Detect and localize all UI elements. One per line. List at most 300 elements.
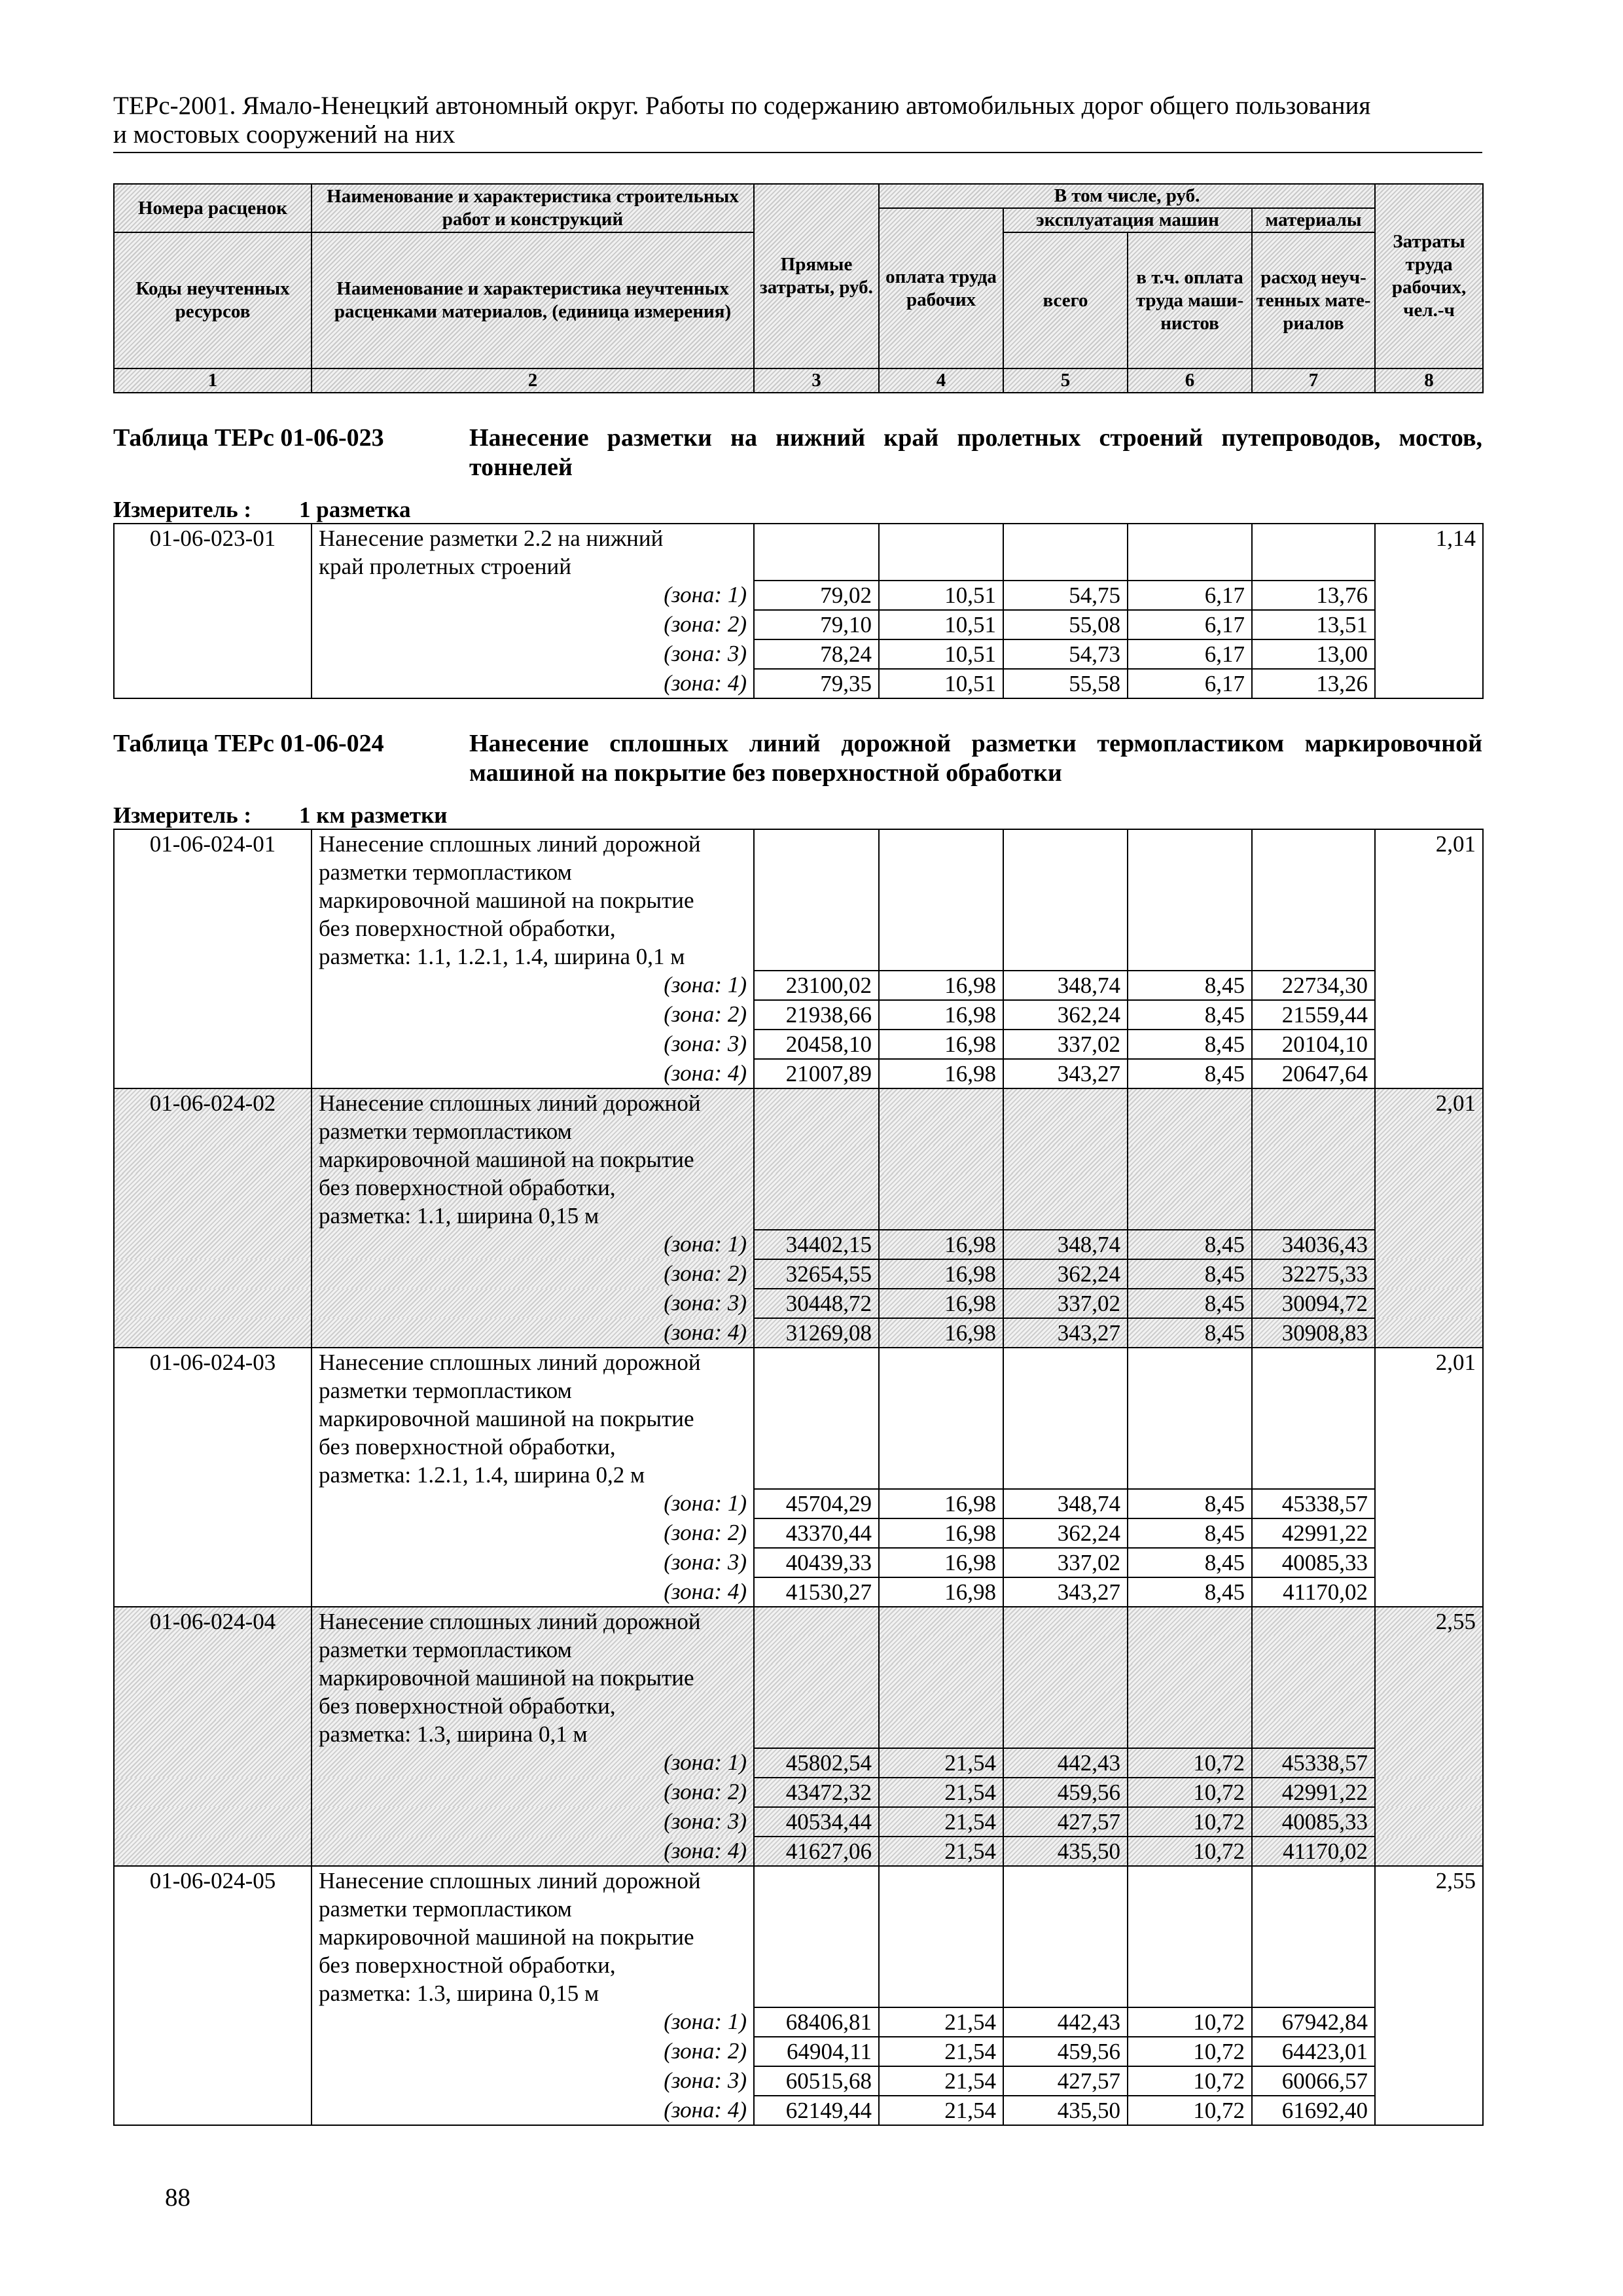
rate-code xyxy=(114,2037,312,2066)
machinist-pay: 8,45 xyxy=(1128,971,1252,1000)
value-cell xyxy=(879,1664,1003,1692)
direct-cost: 41530,27 xyxy=(754,1577,879,1607)
value-cell xyxy=(879,1117,1003,1145)
value-cell xyxy=(879,914,1003,942)
value-cell xyxy=(1003,1461,1128,1489)
value-cell xyxy=(1252,1895,1375,1923)
direct-cost: 43370,44 xyxy=(754,1518,879,1548)
value-cell xyxy=(879,942,1003,971)
table-row xyxy=(114,942,1483,971)
value-cell xyxy=(754,524,879,552)
materials-cost: 60066,57 xyxy=(1252,2066,1375,2096)
col-number: 8 xyxy=(1375,368,1483,393)
value-cell xyxy=(879,1174,1003,1202)
table-row xyxy=(114,1405,1483,1433)
value-cell xyxy=(1128,914,1252,942)
rate-description: разметка: 1.1, 1.2.1, 1.4, ширина 0,1 м xyxy=(312,942,754,971)
table-row xyxy=(114,1259,1483,1289)
table-row xyxy=(114,1059,1483,1088)
zone-label: (зона: 4) xyxy=(312,2096,754,2125)
value-cell xyxy=(754,1117,879,1145)
rate-code: 01-06-024-01 xyxy=(114,829,312,858)
value-cell xyxy=(1003,829,1128,858)
col-number: 2 xyxy=(312,368,754,393)
value-cell xyxy=(879,1979,1003,2007)
materials-cost: 64423,01 xyxy=(1252,2037,1375,2066)
value-cell xyxy=(879,1895,1003,1923)
value-cell xyxy=(754,1376,879,1405)
unit-value: 1 км разметки xyxy=(299,802,448,828)
zone-label: (зона: 4) xyxy=(312,669,754,698)
value-cell xyxy=(1128,858,1252,886)
table-row xyxy=(114,914,1483,942)
value-cell xyxy=(1128,1951,1252,1979)
labor-cost xyxy=(1375,1748,1483,1778)
rate-description: маркировочной машиной на покрытие xyxy=(312,1145,754,1174)
labor-cost xyxy=(1375,1433,1483,1461)
zone-label: (зона: 3) xyxy=(312,2066,754,2096)
rate-code xyxy=(114,1720,312,1748)
value-cell xyxy=(879,1376,1003,1405)
page-number: 88 xyxy=(165,2183,190,2212)
machinist-pay: 10,72 xyxy=(1128,1807,1252,1837)
rate-description: без поверхностной обработки, xyxy=(312,1951,754,1979)
labor-pay: 21,54 xyxy=(879,2066,1003,2096)
value-cell xyxy=(1003,1636,1128,1664)
labor-cost xyxy=(1375,942,1483,971)
zone-label: (зона: 4) xyxy=(312,1059,754,1088)
zone-label: (зона: 1) xyxy=(312,1489,754,1518)
value-cell xyxy=(1003,1895,1128,1923)
materials-cost: 40085,33 xyxy=(1252,1548,1375,1577)
direct-cost: 20458,10 xyxy=(754,1030,879,1059)
table-row xyxy=(114,1489,1483,1518)
labor-pay: 16,98 xyxy=(879,1259,1003,1289)
header-machinist-pay: в т.ч. оплата труда маши-нистов xyxy=(1128,232,1252,368)
materials-cost: 22734,30 xyxy=(1252,971,1375,1000)
header-labor-pay: оплата труда рабочих xyxy=(879,208,1003,368)
labor-cost xyxy=(1375,1518,1483,1548)
value-cell xyxy=(1128,1405,1252,1433)
labor-cost xyxy=(1375,1548,1483,1577)
labor-cost xyxy=(1375,1720,1483,1748)
value-cell xyxy=(1003,1664,1128,1692)
value-cell xyxy=(1252,1117,1375,1145)
labor-cost xyxy=(1375,552,1483,581)
labor-pay: 21,54 xyxy=(879,2037,1003,2066)
machine-total: 362,24 xyxy=(1003,1000,1128,1030)
table-row xyxy=(114,1088,1483,1117)
value-cell xyxy=(754,1866,879,1895)
machine-total: 337,02 xyxy=(1003,1030,1128,1059)
rate-description: разметка: 1.1, ширина 0,15 м xyxy=(312,1202,754,1230)
page xyxy=(113,92,1482,2126)
labor-cost xyxy=(1375,1979,1483,2007)
value-cell xyxy=(1128,1174,1252,1202)
table-row xyxy=(114,1720,1483,1748)
table-row xyxy=(114,829,1483,858)
machine-total: 362,24 xyxy=(1003,1259,1128,1289)
materials-cost: 13,00 xyxy=(1252,639,1375,669)
rates-table xyxy=(113,523,1484,699)
labor-cost xyxy=(1375,886,1483,914)
machinist-pay: 8,45 xyxy=(1128,1318,1252,1348)
materials-cost: 30908,83 xyxy=(1252,1318,1375,1348)
table-row xyxy=(114,1748,1483,1778)
direct-cost: 40534,44 xyxy=(754,1807,879,1837)
rate-code xyxy=(114,1117,312,1145)
running-title xyxy=(113,92,1482,149)
rate-code xyxy=(114,1405,312,1433)
value-cell xyxy=(879,1923,1003,1951)
value-cell xyxy=(879,1720,1003,1748)
table-row xyxy=(114,1376,1483,1405)
zone-label: (зона: 4) xyxy=(312,1837,754,1866)
labor-pay: 16,98 xyxy=(879,1000,1003,1030)
col-number: 7 xyxy=(1252,368,1375,393)
value-cell xyxy=(1003,524,1128,552)
value-cell xyxy=(1252,1088,1375,1117)
value-cell xyxy=(1128,1866,1252,1895)
rate-code xyxy=(114,886,312,914)
machinist-pay: 6,17 xyxy=(1128,581,1252,610)
table-row xyxy=(114,971,1483,1000)
value-cell xyxy=(754,1664,879,1692)
rate-code xyxy=(114,942,312,971)
value-cell xyxy=(754,1720,879,1748)
value-cell xyxy=(1252,552,1375,581)
value-cell xyxy=(1003,1692,1128,1720)
zone-label: (зона: 4) xyxy=(312,1577,754,1607)
labor-cost: 2,55 xyxy=(1375,1866,1483,1895)
materials-cost: 20104,10 xyxy=(1252,1030,1375,1059)
table-row xyxy=(114,2096,1483,2125)
machine-total: 348,74 xyxy=(1003,971,1128,1000)
rate-code xyxy=(114,1202,312,1230)
table-row xyxy=(114,1230,1483,1259)
labor-pay: 21,54 xyxy=(879,1748,1003,1778)
rate-code xyxy=(114,1230,312,1259)
machinist-pay: 8,45 xyxy=(1128,1000,1252,1030)
rate-description: без поверхностной обработки, xyxy=(312,1174,754,1202)
machine-total: 427,57 xyxy=(1003,2066,1128,2096)
rate-code xyxy=(114,1979,312,2007)
direct-cost: 60515,68 xyxy=(754,2066,879,2096)
table-row xyxy=(114,552,1483,581)
direct-cost: 79,10 xyxy=(754,610,879,639)
machinist-pay: 8,45 xyxy=(1128,1030,1252,1059)
labor-pay: 16,98 xyxy=(879,1289,1003,1318)
labor-cost xyxy=(1375,971,1483,1000)
column-header-table xyxy=(113,183,1484,393)
value-cell xyxy=(1252,914,1375,942)
machinist-pay: 10,72 xyxy=(1128,1837,1252,1866)
value-cell xyxy=(879,1692,1003,1720)
rate-code xyxy=(114,1951,312,1979)
machine-total: 337,02 xyxy=(1003,1289,1128,1318)
value-cell xyxy=(879,858,1003,886)
value-cell xyxy=(1003,1174,1128,1202)
table-row xyxy=(114,1636,1483,1664)
labor-cost xyxy=(1375,1318,1483,1348)
header-rate-numbers: Номера расценок xyxy=(114,184,312,232)
direct-cost: 23100,02 xyxy=(754,971,879,1000)
value-cell xyxy=(754,1951,879,1979)
unit-of-measure xyxy=(113,497,1482,523)
value-cell xyxy=(754,1895,879,1923)
materials-cost: 41170,02 xyxy=(1252,1837,1375,1866)
table-code: Таблица ТЕРс 01-06-024 xyxy=(113,730,384,757)
machinist-pay: 8,45 xyxy=(1128,1259,1252,1289)
machinist-pay: 6,17 xyxy=(1128,610,1252,639)
value-cell xyxy=(1128,1433,1252,1461)
value-cell xyxy=(879,829,1003,858)
rate-description: разметки термопластиком xyxy=(312,1376,754,1405)
value-cell xyxy=(754,858,879,886)
table-row xyxy=(114,1607,1483,1636)
zone-label: (зона: 3) xyxy=(312,639,754,669)
labor-cost xyxy=(1375,914,1483,942)
machine-total: 348,74 xyxy=(1003,1489,1128,1518)
direct-cost: 45802,54 xyxy=(754,1748,879,1778)
rate-description: разметка: 1.3, ширина 0,15 м xyxy=(312,1979,754,2007)
labor-pay: 16,98 xyxy=(879,1548,1003,1577)
value-cell xyxy=(1252,1461,1375,1489)
labor-pay: 16,98 xyxy=(879,1489,1003,1518)
value-cell xyxy=(1252,942,1375,971)
labor-cost xyxy=(1375,1405,1483,1433)
labor-cost xyxy=(1375,858,1483,886)
header-machine-total: всего xyxy=(1003,232,1128,368)
value-cell xyxy=(1003,1145,1128,1174)
machine-total: 442,43 xyxy=(1003,2007,1128,2037)
table-row xyxy=(114,1000,1483,1030)
value-cell xyxy=(1128,1692,1252,1720)
table-row xyxy=(114,639,1483,669)
rate-code xyxy=(114,1376,312,1405)
labor-cost xyxy=(1375,1000,1483,1030)
col-number: 1 xyxy=(114,368,312,393)
value-cell xyxy=(1128,1636,1252,1664)
rate-code xyxy=(114,669,312,698)
value-cell xyxy=(1128,942,1252,971)
rate-description: разметки термопластиком xyxy=(312,1636,754,1664)
labor-cost xyxy=(1375,639,1483,669)
header-unaccounted-materials: расход неуч-тенных мате-риалов xyxy=(1252,232,1375,368)
col-number: 6 xyxy=(1128,368,1252,393)
labor-cost xyxy=(1375,610,1483,639)
rate-code xyxy=(114,1518,312,1548)
rate-description: Нанесение разметки 2.2 на нижний xyxy=(312,524,754,552)
materials-cost: 21559,44 xyxy=(1252,1000,1375,1030)
rate-code xyxy=(114,2007,312,2037)
value-cell xyxy=(1003,1607,1128,1636)
labor-pay: 16,98 xyxy=(879,1318,1003,1348)
machine-total: 435,50 xyxy=(1003,1837,1128,1866)
col-number: 3 xyxy=(754,368,879,393)
value-cell xyxy=(1252,1979,1375,2007)
value-cell xyxy=(1128,1348,1252,1376)
value-cell xyxy=(754,1923,879,1951)
direct-cost: 41627,06 xyxy=(754,1837,879,1866)
rate-code xyxy=(114,1895,312,1923)
value-cell xyxy=(1128,524,1252,552)
labor-cost xyxy=(1375,2066,1483,2096)
value-cell xyxy=(879,1461,1003,1489)
labor-cost: 2,01 xyxy=(1375,829,1483,858)
value-cell xyxy=(879,1433,1003,1461)
zone-label: (зона: 3) xyxy=(312,1289,754,1318)
labor-cost xyxy=(1375,2096,1483,2125)
value-cell xyxy=(1128,1923,1252,1951)
rate-code: 01-06-023-01 xyxy=(114,524,312,552)
machinist-pay: 10,72 xyxy=(1128,2037,1252,2066)
value-cell xyxy=(1252,1376,1375,1405)
rate-code xyxy=(114,1174,312,1202)
value-cell xyxy=(1252,1720,1375,1748)
table-row xyxy=(114,886,1483,914)
value-cell xyxy=(754,1405,879,1433)
rate-code xyxy=(114,639,312,669)
value-cell xyxy=(1128,829,1252,858)
labor-pay: 10,51 xyxy=(879,610,1003,639)
table-row xyxy=(114,1202,1483,1230)
value-cell xyxy=(1003,1405,1128,1433)
value-cell xyxy=(754,914,879,942)
machinist-pay: 8,45 xyxy=(1128,1059,1252,1088)
table-row xyxy=(114,1577,1483,1607)
value-cell xyxy=(1128,1720,1252,1748)
labor-cost xyxy=(1375,1289,1483,1318)
labor-cost xyxy=(1375,1664,1483,1692)
value-cell xyxy=(1128,1202,1252,1230)
table-row xyxy=(114,524,1483,552)
running-title-line1: ТЕРс-2001. Ямало-Ненецкий автономный округ. Работы по содержанию автомобильных дорог общего пользования xyxy=(113,92,1371,120)
rate-code xyxy=(114,1145,312,1174)
table-heading xyxy=(113,729,1482,788)
rate-code: 01-06-024-02 xyxy=(114,1088,312,1117)
value-cell xyxy=(1003,552,1128,581)
machine-total: 362,24 xyxy=(1003,1518,1128,1548)
materials-cost: 67942,84 xyxy=(1252,2007,1375,2037)
value-cell xyxy=(1003,1923,1128,1951)
unit-label: Измеритель : xyxy=(113,802,252,828)
machine-total: 54,75 xyxy=(1003,581,1128,610)
machine-total: 54,73 xyxy=(1003,639,1128,669)
value-cell xyxy=(879,1202,1003,1230)
value-cell xyxy=(1252,1607,1375,1636)
rate-code xyxy=(114,581,312,610)
value-cell xyxy=(879,1145,1003,1174)
sections xyxy=(113,423,1482,2126)
rates-table xyxy=(113,829,1484,2126)
rate-code: 01-06-024-05 xyxy=(114,1866,312,1895)
rate-description: разметка: 1.2.1, 1.4, ширина 0,2 м xyxy=(312,1461,754,1489)
zone-label: (зона: 1) xyxy=(312,1748,754,1778)
rate-description: маркировочной машиной на покрытие xyxy=(312,1923,754,1951)
value-cell xyxy=(754,1348,879,1376)
zone-label: (зона: 1) xyxy=(312,2007,754,2037)
value-cell xyxy=(1128,1145,1252,1174)
value-cell xyxy=(754,1174,879,1202)
table-row xyxy=(114,2066,1483,2096)
table-row xyxy=(114,1030,1483,1059)
value-cell xyxy=(1003,1117,1128,1145)
labor-cost xyxy=(1375,581,1483,610)
labor-cost xyxy=(1375,1636,1483,1664)
labor-pay: 21,54 xyxy=(879,1778,1003,1807)
machine-total: 343,27 xyxy=(1003,1059,1128,1088)
labor-pay: 16,98 xyxy=(879,1030,1003,1059)
materials-cost: 13,51 xyxy=(1252,610,1375,639)
value-cell xyxy=(754,1461,879,1489)
materials-cost: 34036,43 xyxy=(1252,1230,1375,1259)
table-row xyxy=(114,1979,1483,2007)
labor-pay: 10,51 xyxy=(879,639,1003,669)
machine-total: 337,02 xyxy=(1003,1548,1128,1577)
labor-cost: 2,55 xyxy=(1375,1607,1483,1636)
labor-cost xyxy=(1375,1951,1483,1979)
materials-cost: 61692,40 xyxy=(1252,2096,1375,2125)
labor-cost xyxy=(1375,1145,1483,1174)
labor-cost xyxy=(1375,1807,1483,1837)
labor-cost xyxy=(1375,1923,1483,1951)
rate-description: Нанесение сплошных линий дорожной xyxy=(312,1348,754,1376)
value-cell xyxy=(1252,1145,1375,1174)
rate-code xyxy=(114,1461,312,1489)
machinist-pay: 10,72 xyxy=(1128,1748,1252,1778)
table-row xyxy=(114,2007,1483,2037)
labor-cost xyxy=(1375,1376,1483,1405)
unit-label: Измеритель : xyxy=(113,497,252,522)
value-cell xyxy=(1003,1202,1128,1230)
direct-cost: 78,24 xyxy=(754,639,879,669)
rate-code xyxy=(114,914,312,942)
rate-code xyxy=(114,1000,312,1030)
value-cell xyxy=(879,886,1003,914)
direct-cost: 79,02 xyxy=(754,581,879,610)
rate-code xyxy=(114,1636,312,1664)
zone-label: (зона: 1) xyxy=(312,1230,754,1259)
labor-cost: 2,01 xyxy=(1375,1348,1483,1376)
table-row xyxy=(114,1664,1483,1692)
rate-code xyxy=(114,2066,312,2096)
value-cell xyxy=(1252,829,1375,858)
header-machine-operation: эксплуатация машин xyxy=(1003,208,1252,232)
materials-cost: 42991,22 xyxy=(1252,1778,1375,1807)
labor-pay: 16,98 xyxy=(879,1059,1003,1088)
machine-total: 427,57 xyxy=(1003,1807,1128,1837)
labor-cost xyxy=(1375,1577,1483,1607)
materials-cost: 20647,64 xyxy=(1252,1059,1375,1088)
header-materials: материалы xyxy=(1252,208,1375,232)
rate-description: без поверхностной обработки, xyxy=(312,914,754,942)
table-title: Нанесение разметки на нижний край пролетных строений путепроводов, мостов, тоннелей xyxy=(469,424,1482,481)
value-cell xyxy=(1003,1979,1128,2007)
value-cell xyxy=(1003,1720,1128,1748)
labor-cost xyxy=(1375,1259,1483,1289)
rate-code xyxy=(114,1807,312,1837)
table-row xyxy=(114,1866,1483,1895)
value-cell xyxy=(1003,1088,1128,1117)
machinist-pay: 8,45 xyxy=(1128,1577,1252,1607)
table-row xyxy=(114,1174,1483,1202)
value-cell xyxy=(1128,886,1252,914)
value-cell xyxy=(1128,1117,1252,1145)
value-cell xyxy=(1128,1607,1252,1636)
rate-description: Нанесение сплошных линий дорожной xyxy=(312,1088,754,1117)
machinist-pay: 10,72 xyxy=(1128,2066,1252,2096)
